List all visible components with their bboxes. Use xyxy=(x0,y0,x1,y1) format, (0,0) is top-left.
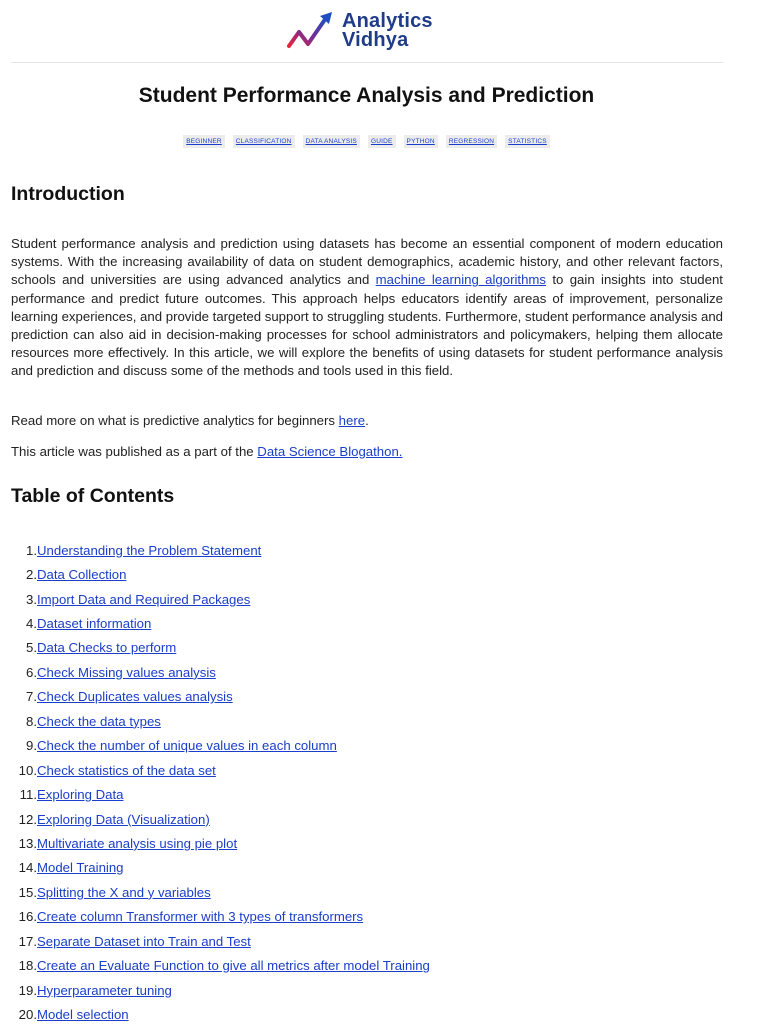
toc-heading: Table of Contents xyxy=(11,485,175,507)
toc-link[interactable]: Check Missing values analysis xyxy=(37,664,216,680)
blogathon-text: This article was published as a part of the xyxy=(11,444,258,459)
toc-item xyxy=(11,562,723,586)
toc-item xyxy=(11,929,723,953)
toc-item xyxy=(11,953,723,977)
blogathon-paragraph xyxy=(11,443,723,461)
here-link[interactable]: here xyxy=(338,413,366,428)
toc-item-number: 16. xyxy=(18,909,37,925)
tag-classification[interactable]: CLASSIFICATION xyxy=(233,135,295,148)
toc-item xyxy=(11,758,723,782)
toc-link[interactable]: Data Collection xyxy=(37,567,127,583)
toc-link[interactable]: Create an Evaluate Function to give all metrics after model Training xyxy=(37,958,430,974)
page-title: Student Performance Analysis and Prediction xyxy=(138,84,595,107)
toc-heading-block xyxy=(11,485,723,508)
toc-link[interactable]: Exploring Data xyxy=(37,787,124,803)
tag-statistics[interactable]: STATISTICS xyxy=(505,135,550,148)
toc-item xyxy=(11,978,723,1002)
toc-item xyxy=(11,831,723,855)
toc-link[interactable]: Exploring Data (Visualization) xyxy=(37,811,210,827)
read-more-text: Read more on what is predictive analytics for beginners xyxy=(11,413,339,428)
tag-list xyxy=(0,135,733,148)
toc-item xyxy=(11,1002,723,1026)
toc-item xyxy=(11,636,723,660)
brand-line-1: Analytics xyxy=(342,10,433,32)
toc-item-number: 20. xyxy=(18,1007,37,1023)
toc-link[interactable]: Check the data types xyxy=(37,713,161,729)
toc-link[interactable]: Data Checks to perform xyxy=(37,640,177,656)
toc-item-number: 11. xyxy=(19,787,37,803)
toc-item-number: 19. xyxy=(18,982,37,998)
toc-item-number: 13. xyxy=(18,835,37,851)
tag-data-analysis[interactable]: DATA ANALYSIS xyxy=(303,135,360,148)
toc-item xyxy=(11,905,723,929)
toc-item-number: 18. xyxy=(18,958,37,974)
header-divider xyxy=(11,62,723,63)
toc-item-number: 6. xyxy=(26,664,37,680)
brand-line-2: Vidhya xyxy=(342,29,409,51)
toc-link[interactable]: Check statistics of the data set xyxy=(37,762,216,778)
brand-name xyxy=(342,12,433,50)
toc-item-number: 17. xyxy=(18,933,37,949)
toc-item-number: 3. xyxy=(26,591,37,607)
toc-item-number: 5. xyxy=(26,640,37,656)
toc-item-number: 8. xyxy=(26,713,37,729)
toc-item xyxy=(11,807,723,831)
toc-item-number: 1. xyxy=(26,542,37,558)
brand-logo[interactable] xyxy=(286,10,433,52)
read-more-paragraph xyxy=(11,412,723,430)
toc-item xyxy=(11,880,723,904)
machine-learning-link[interactable]: machine learning algorithms xyxy=(375,272,546,288)
read-more-period: . xyxy=(365,413,369,428)
tag-regression[interactable]: REGRESSION xyxy=(446,135,497,148)
toc-item xyxy=(11,685,723,709)
toc-item-number: 15. xyxy=(18,884,37,900)
toc-link[interactable]: Create column Transformer with 3 types of transformers xyxy=(37,909,364,925)
toc-item xyxy=(11,782,723,806)
toc-item xyxy=(11,587,723,611)
toc-link[interactable]: Splitting the X and y variables xyxy=(37,884,211,900)
intro-heading-block xyxy=(11,183,723,206)
intro-text-2: to gain insights into student performance and predict future outcomes. This approach helps educators identify areas of improvement, personalize learning experiences, and provide targeted support to struggling students. Furthermore, student performance analysis and prediction can also aid in decision-making processes for school administrators and policymakers, helping them allocate resources more effectively. In this article, we will explore the benefits of using datasets for student performance analysis and prediction and discuss some of the methods and tools used in this field. xyxy=(11,272,723,379)
toc-item-number: 9. xyxy=(26,738,37,754)
toc-link[interactable]: Check the number of unique values in each column xyxy=(37,738,337,754)
toc-item-number: 10. xyxy=(18,762,37,778)
toc-item xyxy=(11,709,723,733)
toc-item-number: 2. xyxy=(26,567,37,583)
intro-text-1: Student performance analysis and prediction using datasets has become an essential component of modern education systems. With the increasing availability of data on student demographics, academic history, and other relevant factors, schools and universities are using advanced analytics and xyxy=(11,236,723,288)
toc-item-number: 7. xyxy=(26,689,37,705)
toc-link[interactable]: Multivariate analysis using pie plot xyxy=(37,835,238,851)
blogathon-link[interactable]: Data Science Blogathon. xyxy=(257,444,403,459)
tag-beginner[interactable]: BEGINNER xyxy=(183,135,225,148)
analytics-vidhya-logo-icon xyxy=(286,10,336,52)
intro-heading: Introduction xyxy=(11,183,125,205)
toc-link[interactable]: Hyperparameter tuning xyxy=(37,982,172,998)
toc-link[interactable]: Model selection xyxy=(37,1007,129,1023)
toc-item xyxy=(11,660,723,684)
toc-item xyxy=(11,734,723,758)
intro-paragraph xyxy=(11,235,723,381)
toc-item-number: 4. xyxy=(26,616,37,632)
toc-link[interactable]: Understanding the Problem Statement xyxy=(37,542,262,558)
read-more-block xyxy=(11,412,723,430)
toc-link[interactable]: Separate Dataset into Train and Test xyxy=(37,933,251,949)
intro-paragraph-block xyxy=(11,235,723,381)
toc-link[interactable]: Import Data and Required Packages xyxy=(37,591,251,607)
blogathon-block xyxy=(11,443,723,461)
site-header xyxy=(0,0,768,62)
toc-item xyxy=(11,856,723,880)
toc-link[interactable]: Check Duplicates values analysis xyxy=(37,689,233,705)
toc-item-number: 12. xyxy=(18,811,37,827)
toc-item-number: 14. xyxy=(18,860,37,876)
tag-python[interactable]: PYTHON xyxy=(404,135,438,148)
toc-link[interactable]: Model Training xyxy=(37,860,124,876)
toc-item xyxy=(11,538,723,562)
toc-item xyxy=(11,611,723,635)
toc-link[interactable]: Dataset information xyxy=(37,616,152,632)
table-of-contents xyxy=(11,538,723,1027)
tag-guide[interactable]: GUIDE xyxy=(368,135,396,148)
